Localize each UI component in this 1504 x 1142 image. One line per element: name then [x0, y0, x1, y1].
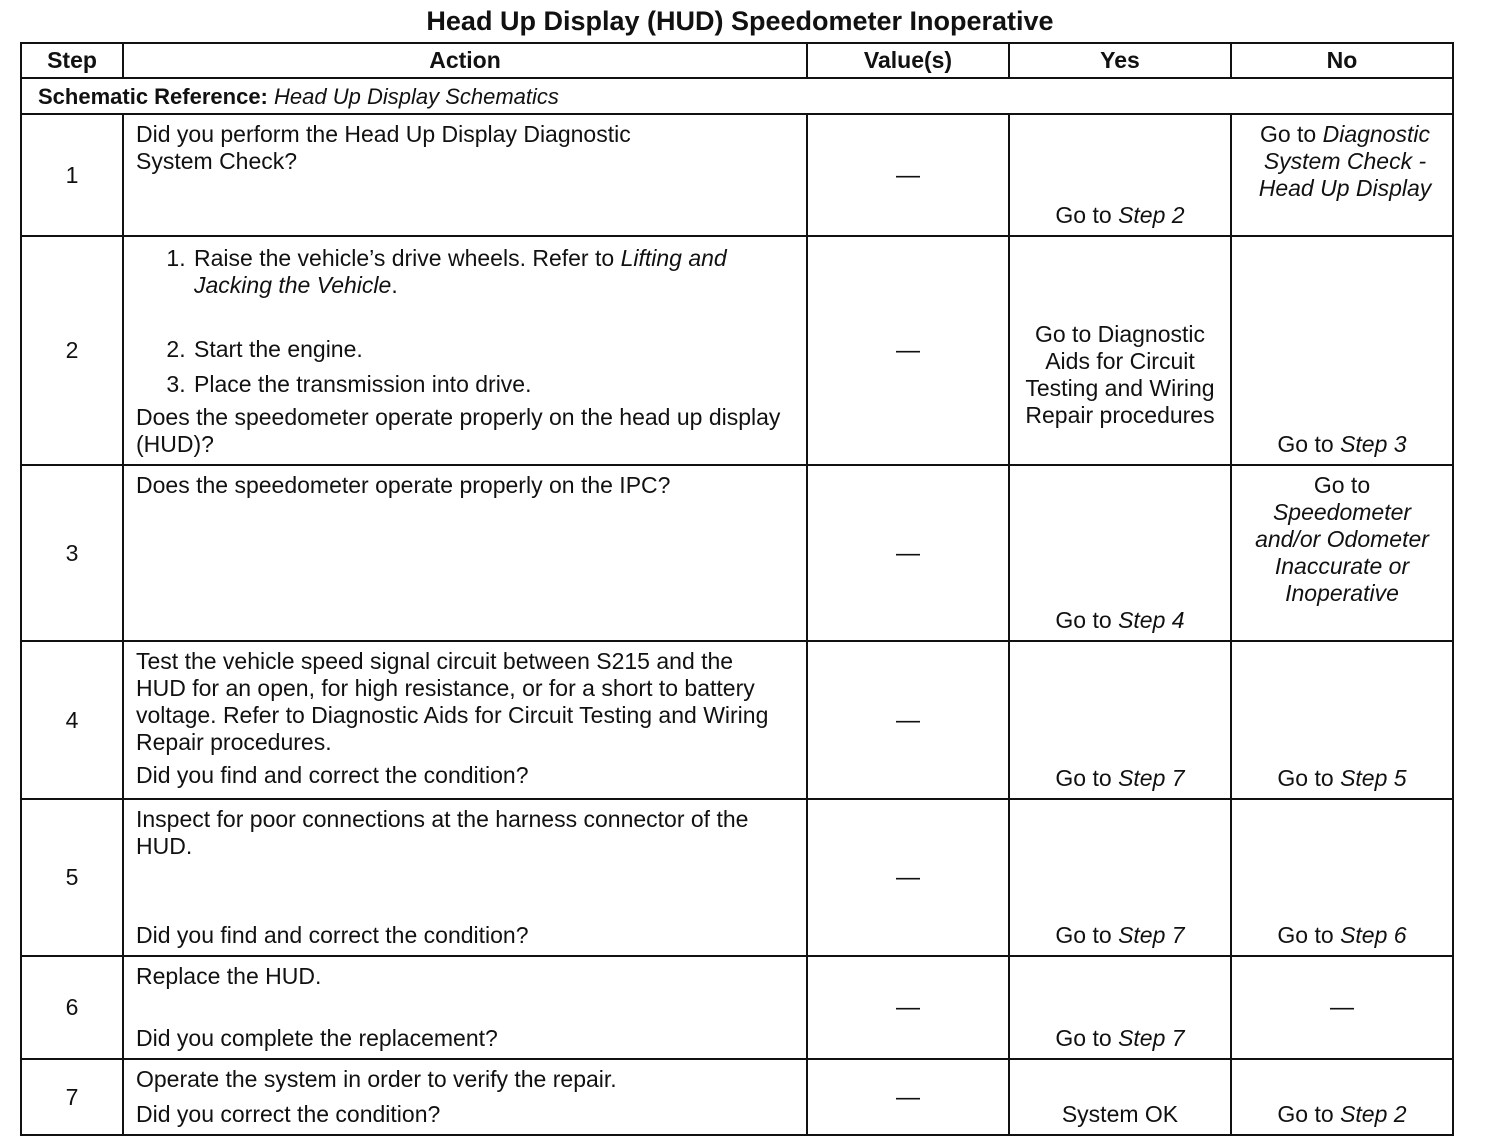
action-cell: [123, 956, 807, 1059]
step-number: 4: [21, 641, 123, 799]
no-cell: [1231, 114, 1453, 236]
reference-link[interactable]: Head Up Display Schematics: [274, 83, 559, 109]
table-row: [21, 1059, 1453, 1135]
step-number: 2: [21, 236, 123, 465]
value-cell: —: [807, 641, 1009, 799]
action-question: Does the speedometer operate properly on the head up display (HUD)?: [136, 404, 781, 457]
action-cell: [123, 465, 807, 641]
header-values: Value(s): [807, 43, 1009, 78]
list-item: 1. Raise the vehicle’s drive wheels. Refer to Lifting and Jacking the Vehicle.: [192, 245, 796, 299]
value-cell: —: [807, 236, 1009, 465]
action-text: Did you perform the Head Up Display Diagnostic System Check?: [136, 121, 631, 174]
step-link[interactable]: Step 7: [1118, 922, 1185, 948]
yes-text: Go to Step 4: [1055, 607, 1185, 633]
header-no: No: [1231, 43, 1453, 78]
no-cell: [1231, 641, 1453, 799]
table-row: [21, 465, 1453, 641]
yes-cell: [1009, 236, 1231, 465]
list-item: 2. Start the engine.: [192, 336, 796, 363]
yes-text: System OK: [1061, 1101, 1179, 1127]
table-row: [21, 799, 1453, 956]
no-text: Go to Step 5: [1277, 765, 1407, 791]
table-row: [21, 236, 1453, 465]
yes-cell: [1009, 799, 1231, 956]
yes-cell: [1009, 1059, 1231, 1135]
page-title: Head Up Display (HUD) Speedometer Inoperative: [426, 6, 1054, 36]
list-item: 3. Place the transmission into drive.: [192, 371, 796, 398]
yes-text: Go to Step 2: [1055, 202, 1185, 228]
no-text: Go to Diagnostic System Check - Head Up Display: [1258, 121, 1432, 201]
no-text: Go to Step 6: [1277, 922, 1407, 948]
value-cell: —: [807, 1059, 1009, 1135]
step-link[interactable]: Step 2: [1118, 202, 1185, 228]
step-link[interactable]: Step 3: [1340, 431, 1407, 457]
step-link[interactable]: Step 4: [1118, 607, 1185, 633]
step-link[interactable]: Step 7: [1118, 765, 1185, 791]
no-cell: [1231, 799, 1453, 956]
table-row: [21, 114, 1453, 236]
action-question: Did you find and correct the condition?: [136, 762, 529, 788]
table-row: [21, 641, 1453, 799]
schematic-reference: [21, 78, 1453, 114]
yes-cell: [1009, 956, 1231, 1059]
action-text: Inspect for poor connections at the harness connector of the HUD.: [136, 806, 749, 859]
no-cell: [1231, 236, 1453, 465]
step-link[interactable]: Step 6: [1340, 922, 1407, 948]
no-text: Go to Step 2: [1277, 1101, 1407, 1127]
no-text: Go to Step 3: [1277, 431, 1407, 457]
yes-text[interactable]: Go to Diagnostic Aids for Circuit Testing and Wiring Repair procedures: [1025, 320, 1215, 428]
no-cell: —: [1231, 956, 1453, 1059]
action-text: Replace the HUD.: [136, 963, 322, 989]
step-number: 3: [21, 465, 123, 641]
procedure-link[interactable]: Speedometer and/or Odometer Inaccurate or Inoperative: [1255, 499, 1429, 606]
step-number: 6: [21, 956, 123, 1059]
yes-text: Go to Step 7: [1055, 765, 1185, 791]
yes-text: Go to Step 7: [1055, 922, 1185, 948]
value-cell: —: [807, 956, 1009, 1059]
action-cell: [123, 641, 807, 799]
step-number: 1: [21, 114, 123, 236]
step-link[interactable]: Step 2: [1340, 1101, 1407, 1127]
reference-row: [21, 78, 1453, 114]
value-cell: —: [807, 465, 1009, 641]
header-row: [21, 43, 1453, 78]
yes-cell: [1009, 114, 1231, 236]
no-text: Go to Speedometer and/or Odometer Inaccurate or Inoperative: [1255, 472, 1429, 606]
yes-cell: [1009, 641, 1231, 799]
step-link[interactable]: Step 5: [1340, 765, 1407, 791]
action-text: Test the vehicle speed signal circuit between S215 and the HUD for an open, for high resistance, or for a short to battery voltage. Refer to Diagnostic Aids for Circuit Testing and Wiring Repair procedures.: [136, 648, 769, 755]
value-cell: —: [807, 114, 1009, 236]
action-question: Did you correct the condition?: [136, 1101, 441, 1127]
action-list: [136, 245, 796, 398]
action-cell: [123, 236, 807, 465]
reference-label: Schematic Reference:: [38, 83, 268, 109]
no-cell: [1231, 465, 1453, 641]
action-question: Did you find and correct the condition?: [136, 922, 529, 948]
step-link[interactable]: Step 7: [1118, 1025, 1185, 1051]
value-cell: —: [807, 799, 1009, 956]
action-text: Does the speedometer operate properly on the IPC?: [136, 472, 671, 498]
action-cell: [123, 114, 807, 236]
step-number: 7: [21, 1059, 123, 1135]
procedure-link[interactable]: Diagnostic System Check - Head Up Display: [1258, 121, 1432, 201]
action-cell: [123, 799, 807, 956]
diagnostic-table: [20, 42, 1454, 1136]
header-action: Action: [123, 43, 807, 78]
no-cell: [1231, 1059, 1453, 1135]
action-question: Did you complete the replacement?: [136, 1025, 498, 1051]
yes-cell: [1009, 465, 1231, 641]
header-step: Step: [21, 43, 123, 78]
yes-text: Go to Step 7: [1055, 1025, 1185, 1051]
action-cell: [123, 1059, 807, 1135]
action-text: Operate the system in order to verify the repair.: [136, 1066, 617, 1092]
header-yes: Yes: [1009, 43, 1231, 78]
procedure-link[interactable]: Lifting and Jacking the Vehicle: [194, 245, 727, 298]
step-number: 5: [21, 799, 123, 956]
table-row: [21, 956, 1453, 1059]
